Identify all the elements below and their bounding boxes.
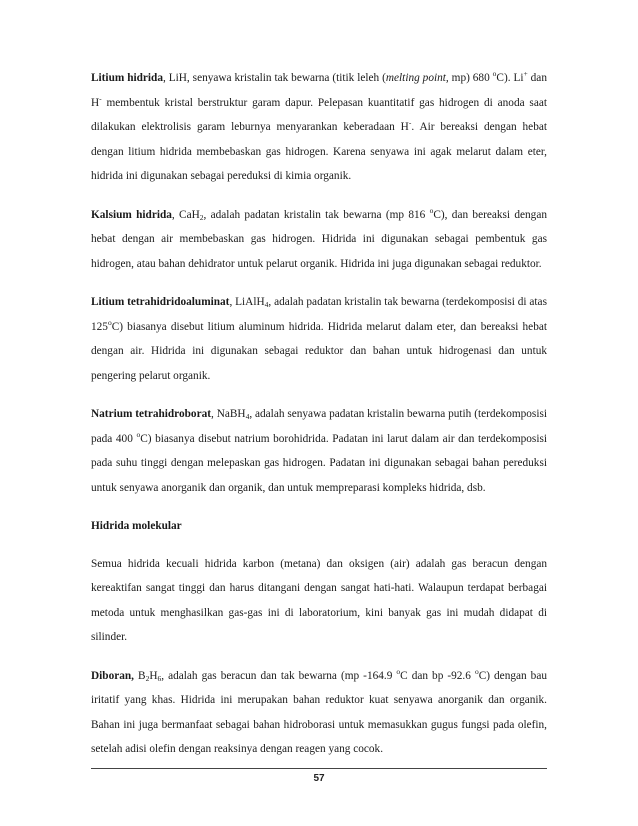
page-number: 57 — [313, 773, 325, 784]
subscript: 6 — [157, 673, 162, 683]
paragraph-litium-tetrahidridoaluminat: Litium tetrahidridoaluminat, LiAlH$_4$, adalah padatan kristalin tak bewarna (terdekomposisi di atas 125$^o$C) biasanya disebut litium aluminum hidrida. Hidrida melarut dalam eter, dan bereaksi hebat dengan air. Hidrida ini digunakan sebagai reduktor dan bahan untuk hidrogenasi dan untuk pengering pelarut organik. — [91, 296, 547, 382]
footer-divider — [91, 768, 547, 769]
paragraph-hidrida-molekular: Semua hidrida kecuali hidrida karbon (metana) dan oksigen (air) adalah gas beracun dengan kereaktifan sangat tinggi dan harus ditangani dengan sangat hati-hati. Walaupun terdapat berbagai metoda untuk menghasilkan gas-gas ini di laboratorium, kini banyak gas ini mudah didapat di silinder. — [91, 557, 547, 643]
plus-superscript: + — [523, 69, 528, 78]
minus-superscript: - — [99, 93, 102, 103]
section-heading-hidrida-molekular: Hidrida molekular — [91, 520, 182, 532]
paragraph-kalsium-hidrida: Kalsium hidrida, CaH$_2$, adalah padatan kristalin tak bewarna (mp 816 $^o$C), dan bereaksi dengan hebat dengan air membebaskan gas hidrogen. Hidrida ini digunakan sebagai pembentuk gas hidrogen, atau bahan dehidrator untuk pelarut organik. Hidrida ini juga digunakan sebagai reduktor. — [91, 205, 547, 270]
term-litium-tetrahidridoaluminat: Litium tetrahidridoaluminat — [91, 296, 230, 308]
subscript: 2 — [199, 212, 204, 222]
degree-symbol: o — [107, 317, 112, 327]
italic-melting-point: melting point, — [385, 72, 449, 84]
degree-symbol: o — [474, 666, 479, 676]
term-kalsium-hidrida: Kalsium hidrida — [91, 208, 172, 221]
subscript: 4 — [264, 300, 269, 309]
term-natrium-tetrahidroborat: Natrium tetrahidroborat — [91, 408, 211, 420]
degree-symbol: o — [492, 69, 497, 78]
paragraph-litium-hidrida: Litium hidrida, LiH, senyawa kristalin tak bewarna (titik leleh (melting point, mp) 680 $^o$C). Li+ dan H- membentuk kristal berstruktur garam dapur. Pelepasan kuantitatif gas hidrogen di anoda saat dilakukan elektrolisis garam leburnya menyarankan keberadaan H-. Air bereaksi dengan hebat dengan litium hidrida membebaskan gas hidrogen. Karena senyawa ini agak melarut dalam eter, hidrida ini digunakan sebagai pereduksi di kimia organik. — [91, 69, 547, 182]
paragraph-natrium-tetrahidroborat: Natrium tetrahidroborat, NaBH$_4$, adalah senyawa padatan kristalin bewarna putih (terdekomposisi pada 400 $^o$C) biasanya disebut natrium borohidrida. Padatan ini larut dalam air dan terdekomposisi pada suhu tinggi dengan melepaskan gas hidrogen. Padatan ini digunakan sebagai bahan pereduksi untuk senyawa anorganik dan organik, dan untuk mempreparasi kompleks hidrida, dsb. — [91, 408, 548, 494]
subscript: 2 — [145, 673, 150, 683]
term-litium-hidrida: Litium hidrida — [91, 72, 163, 84]
degree-symbol: o — [396, 666, 401, 676]
page-body — [91, 66, 547, 776]
paragraph-diboran: Diboran, $B_2H_6$, adalah gas beracun dan tak bewarna (mp -164.9 $^o$C dan bp -92.6 $^o$C) dengan bau iritatif yang khas. Hidrida ini merupakan bahan reduktor kuat senyawa anorganik dan organik. Bahan ini juga bermanfaat sebagai bahan hidroborasi untuk memasukkan gugus fungsi pada olefin, setelah adisi olefin dengan reaksinya dengan reagen yang cocok. — [91, 666, 547, 755]
degree-symbol: o — [136, 429, 141, 439]
minus-superscript: - — [408, 118, 412, 127]
subscript: 4 — [245, 412, 250, 421]
term-diboran: Diboran, — [91, 669, 134, 682]
degree-symbol: o — [429, 205, 434, 215]
